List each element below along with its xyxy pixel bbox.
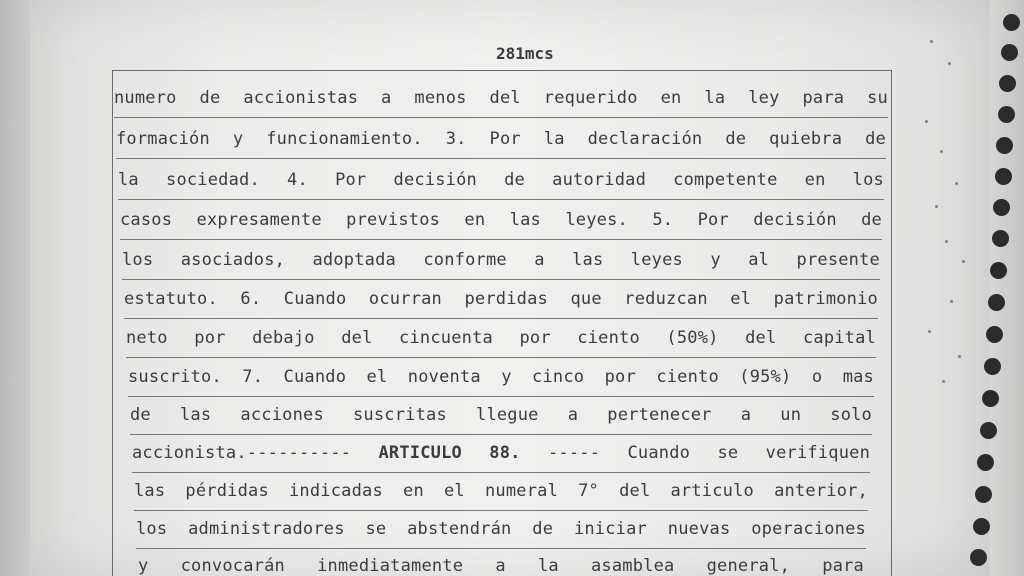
paper-speck bbox=[942, 380, 945, 383]
line-text: suscrito. 7. Cuando el noventa y cinco por ciento (95%) o mas bbox=[128, 367, 874, 387]
paper-speck bbox=[955, 182, 958, 185]
line-text: y convocarán inmediatamente a la asamblea general, para bbox=[138, 556, 864, 576]
paper-speck bbox=[940, 150, 943, 153]
text-line bbox=[128, 357, 874, 397]
punch-hole bbox=[982, 390, 999, 407]
punch-hole bbox=[995, 168, 1012, 185]
punch-hole bbox=[973, 518, 990, 535]
line-text: neto por debajo del cincuenta por ciento (50%) del capital bbox=[126, 328, 876, 348]
line-text: numero de accionistas a menos del requerido en la ley para su bbox=[114, 88, 888, 108]
paper-speck bbox=[935, 205, 938, 208]
line-text: de las acciones suscritas llegue a pertenecer a un solo bbox=[130, 405, 872, 425]
punch-hole bbox=[1001, 44, 1018, 61]
text-line bbox=[136, 509, 866, 549]
paper-speck bbox=[962, 260, 965, 263]
punch-hole bbox=[990, 262, 1007, 279]
punch-hole bbox=[977, 454, 994, 471]
line-text-before: accionista.---------- bbox=[132, 443, 352, 463]
punch-hole bbox=[996, 137, 1013, 154]
text-line bbox=[124, 279, 878, 319]
line-text-after: ----- Cuando se verifiquen bbox=[547, 443, 870, 463]
text-line bbox=[132, 433, 870, 473]
punch-hole bbox=[975, 486, 992, 503]
text-line bbox=[126, 318, 876, 358]
punch-hole bbox=[999, 75, 1016, 92]
paper-speck bbox=[928, 330, 931, 333]
punch-hole bbox=[998, 106, 1015, 123]
text-line bbox=[130, 395, 872, 435]
text-line bbox=[118, 160, 884, 200]
paper-speck bbox=[925, 120, 928, 123]
punch-hole bbox=[980, 422, 997, 439]
line-text: las pérdidas indicadas en el numeral 7° del articulo anterior, bbox=[134, 481, 868, 501]
paper-speck bbox=[948, 62, 951, 65]
punch-hole bbox=[992, 230, 1009, 247]
text-line bbox=[138, 546, 864, 576]
punch-hole bbox=[993, 199, 1010, 216]
paper-speck bbox=[945, 240, 948, 243]
paper-speck bbox=[950, 300, 953, 303]
line-text: la sociedad. 4. Por decisión de autoridad competente en los bbox=[118, 170, 884, 190]
paper-speck bbox=[930, 40, 933, 43]
text-line bbox=[116, 119, 886, 159]
page-header-number: 281mcs bbox=[496, 44, 554, 63]
article-heading: ARTICULO 88. bbox=[378, 443, 521, 463]
paper-speck bbox=[958, 355, 961, 358]
text-line bbox=[114, 78, 888, 118]
line-text: los asociados, adoptada conforme a las leyes y al presente bbox=[122, 250, 880, 270]
punch-hole bbox=[1003, 14, 1020, 31]
punch-hole bbox=[984, 358, 1001, 375]
punch-hole bbox=[988, 294, 1005, 311]
text-line bbox=[120, 200, 882, 240]
punch-hole bbox=[970, 549, 987, 566]
line-text: casos expresamente previstos en las leyes. 5. Por decisión de bbox=[120, 210, 882, 230]
line-text: estatuto. 6. Cuando ocurran perdidas que reduzcan el patrimonio bbox=[124, 289, 878, 309]
line-text: formación y funcionamiento. 3. Por la declaración de quiebra de bbox=[116, 129, 886, 149]
text-line bbox=[134, 471, 868, 511]
line-text: los administradores se abstendrán de iniciar nuevas operaciones bbox=[136, 519, 866, 539]
text-line bbox=[122, 240, 880, 280]
punch-hole bbox=[986, 326, 1003, 343]
